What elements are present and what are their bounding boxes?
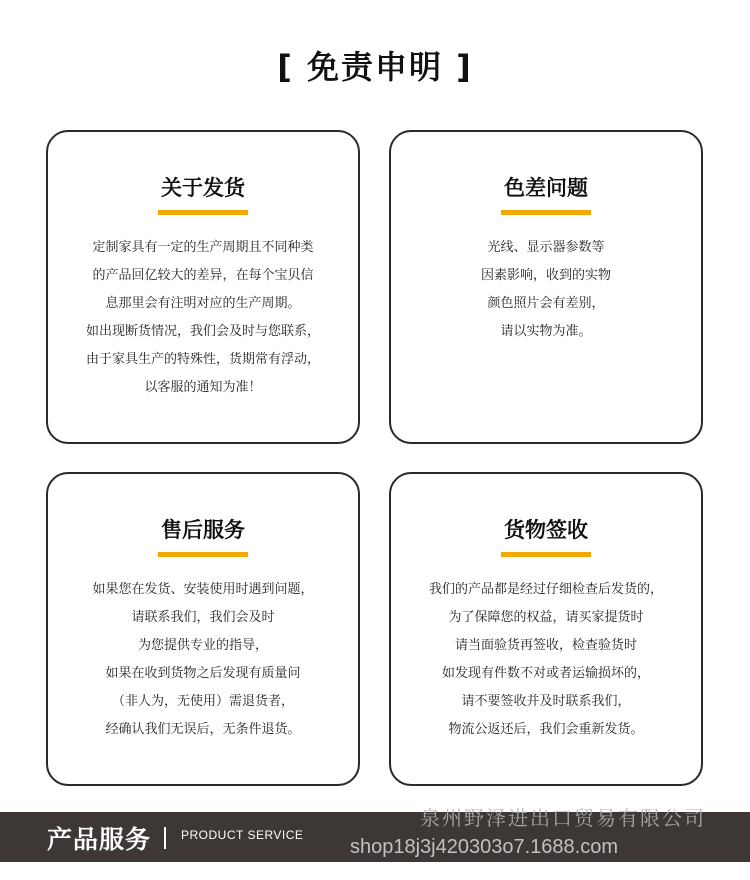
card-shipping [46, 130, 360, 444]
card-line: 请当面验货再签收，检查验货时 [454, 638, 637, 653]
card-line: 请联系我们，我们会及时 [131, 610, 275, 625]
card-underline [501, 210, 591, 215]
card-underline [501, 552, 591, 557]
card-line: 如果在收到货物之后发现有质量问 [105, 666, 301, 681]
card-title: 货物签收 [504, 518, 588, 542]
watermark-company: 泉州野泽进出口贸易有限公司 [420, 806, 706, 830]
card-color-difference [389, 130, 703, 444]
card-goods-receipt [389, 472, 703, 786]
card-title: 色差问题 [504, 176, 588, 200]
footer-title: 产品服务 [47, 825, 152, 854]
card-line: 如出现断货情况，我们会及时与您联系， [85, 324, 320, 339]
card-line: 光线、显示器参数等 [487, 240, 605, 255]
card-body [60, 576, 346, 744]
card-line: 为您提供专业的指导， [137, 638, 268, 653]
card-line: 物流公返还后，我们会重新发货。 [448, 722, 644, 737]
card-line: 由于家具生产的特殊性，货期常有浮动， [85, 352, 320, 367]
card-line: 的产品回亿较大的差异，在每个宝贝信 [92, 268, 314, 283]
footer-subtitle: PRODUCT SERVICE [181, 828, 304, 842]
card-line: 颜色照片会有差别， [487, 296, 605, 311]
footer-divider [164, 827, 166, 849]
card-title: 售后服务 [161, 518, 245, 542]
card-line: 因素影响，收到的实物 [480, 268, 611, 283]
card-after-sales [46, 472, 360, 786]
page-title: [ 免责申明 ] [277, 48, 473, 86]
card-body [60, 234, 346, 402]
card-line: 息那里会有注明对应的生产周期。 [105, 296, 301, 311]
watermark-shop-url: shop18j3j420303o7.1688.com [350, 836, 618, 858]
card-line: 以客服的通知为准！ [144, 380, 262, 395]
card-line: 定制家具有一定的生产周期且不同种类 [92, 240, 314, 255]
card-line: 请不要签收并及时联系我们， [461, 694, 631, 709]
card-line: 为了保障您的权益，请买家提货时 [448, 610, 644, 625]
card-body [403, 576, 689, 744]
card-line: （非人为，无使用）需退货者， [111, 694, 294, 709]
card-line: 请以实物为准。 [500, 324, 592, 339]
card-title: 关于发货 [161, 176, 245, 200]
card-line: 如发现有件数不对或者运输损坏的， [441, 666, 650, 681]
card-line: 我们的产品都是经过仔细检查后发货的， [428, 582, 663, 597]
card-underline [158, 210, 248, 215]
card-line: 经确认我们无误后，无条件退货。 [105, 722, 301, 737]
card-underline [158, 552, 248, 557]
card-body [403, 234, 689, 346]
card-line: 如果您在发货、安装使用时遇到问题， [92, 582, 314, 597]
